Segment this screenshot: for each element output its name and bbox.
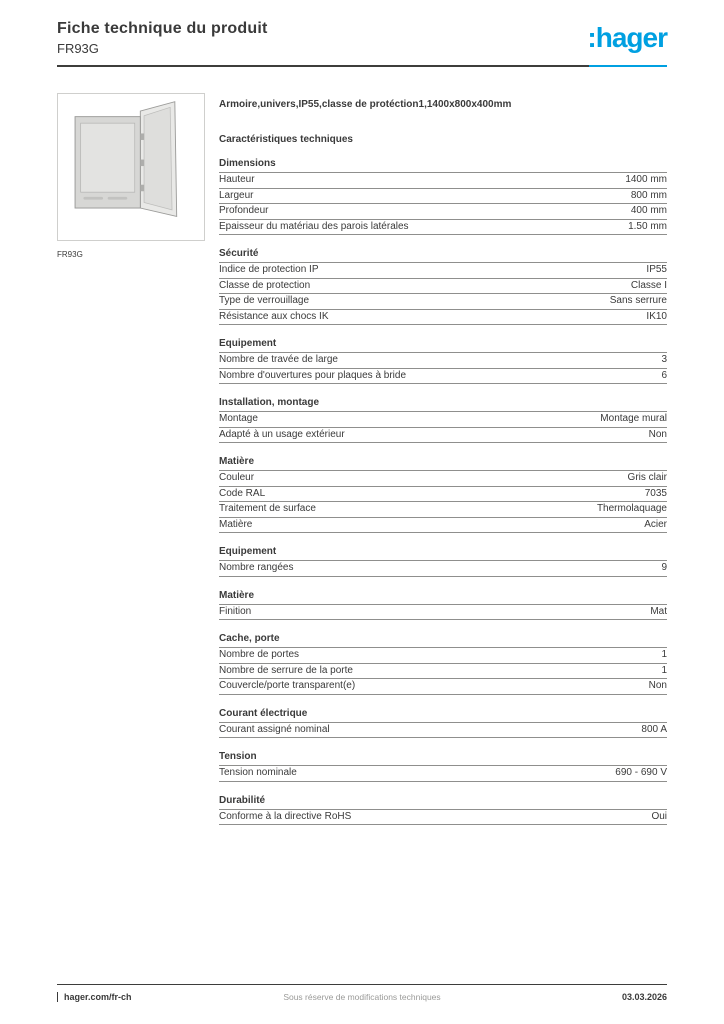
footer-date: 03.03.2026 (621, 992, 667, 1002)
product-image-caption: FR93G (57, 250, 83, 259)
section-title: Sécurité (219, 248, 667, 263)
spec-row (219, 428, 667, 444)
product-image-column (57, 93, 205, 259)
spec-value: 690 - 690 V (615, 767, 667, 778)
spec-row (219, 766, 667, 782)
section-title: Durabilité (219, 795, 667, 810)
section-title: Cache, porte (219, 633, 667, 648)
page-footer (57, 984, 667, 1002)
spec-row (219, 353, 667, 369)
spec-row (219, 664, 667, 680)
spec-label: Type de verrouillage (219, 295, 310, 306)
product-details-column (219, 93, 667, 825)
spec-label: Couleur (219, 472, 255, 483)
spec-value: 400 mm (630, 205, 667, 216)
spec-label: Largeur (219, 189, 254, 201)
footer-url-link[interactable]: hager.com/fr-ch (64, 992, 132, 1002)
spec-section (219, 397, 667, 443)
spec-label: Indice de protection IP (219, 264, 319, 275)
spec-value: 7035 (644, 487, 667, 499)
spec-label: Nombre rangées (219, 562, 294, 573)
footer-row (57, 992, 667, 1002)
spec-section (219, 708, 667, 739)
spec-value: Classe I (630, 279, 667, 291)
spec-label: Nombre de portes (219, 649, 300, 660)
spec-section (219, 338, 667, 384)
spec-value: Montage mural (600, 413, 667, 424)
spec-label: Nombre d'ouvertures pour plaques à bride (219, 369, 407, 381)
spec-section (219, 633, 667, 695)
spec-row (219, 412, 667, 428)
spec-row (219, 173, 667, 189)
spec-row (219, 294, 667, 310)
spec-row (219, 679, 667, 695)
spec-row (219, 189, 667, 205)
product-image (57, 93, 205, 241)
section-title: Matière (219, 456, 667, 471)
spec-label: Couvercle/porte transparent(e) (219, 680, 356, 691)
spec-value: 1.50 mm (628, 220, 667, 232)
enclosure-cabinet-icon (62, 98, 200, 236)
spec-row (219, 502, 667, 518)
spec-value: Gris clair (627, 472, 667, 483)
header-titles (57, 20, 268, 56)
spec-section (219, 795, 667, 826)
spec-row (219, 204, 667, 220)
spec-value: Sans serrure (609, 295, 667, 306)
spec-label: Traitement de surface (219, 503, 316, 514)
footer-separator-bar (57, 992, 58, 1002)
spec-section (219, 590, 667, 621)
product-reference: FR93G (57, 41, 99, 56)
spec-label: Matière (219, 518, 253, 530)
spec-row (219, 648, 667, 664)
spec-section (219, 546, 667, 577)
spec-value: Non (648, 428, 667, 440)
footer-left (57, 992, 223, 1002)
spec-value: 9 (661, 562, 667, 573)
product-description: Armoire,univers,IP55,classe de protéction1,1400x800x400mm (219, 99, 512, 110)
spec-value: Mat (650, 605, 667, 617)
spec-row (219, 279, 667, 295)
spec-value: 1 (661, 664, 667, 676)
spec-label: Profondeur (219, 205, 269, 216)
main-content (57, 93, 667, 825)
spec-section (219, 751, 667, 782)
spec-label: Code RAL (219, 487, 266, 499)
section-title: Equipement (219, 546, 667, 561)
footer-disclaimer: Sous réserve de modifications techniques (283, 992, 441, 1002)
section-title: Equipement (219, 338, 667, 353)
section-title: Courant électrique (219, 708, 667, 723)
header-divider (57, 65, 667, 67)
spec-value: Non (648, 680, 667, 691)
spec-value: Oui (651, 810, 667, 822)
spec-row (219, 310, 667, 326)
footer-divider (57, 984, 667, 985)
spec-label: Classe de protection (219, 279, 311, 291)
spec-row (219, 369, 667, 385)
spec-value: IP55 (646, 264, 667, 275)
characteristics-heading: Caractéristiques techniques (219, 134, 353, 145)
spec-row (219, 605, 667, 621)
spec-label: Tension nominale (219, 767, 297, 778)
spec-row (219, 518, 667, 534)
spec-label: Montage (219, 413, 258, 424)
spec-row (219, 263, 667, 279)
spec-value: Acier (644, 518, 667, 530)
spec-row (219, 810, 667, 826)
spec-row (219, 561, 667, 577)
spec-section (219, 158, 667, 235)
spec-row (219, 220, 667, 236)
section-title: Dimensions (219, 158, 667, 173)
spec-row (219, 471, 667, 487)
spec-section (219, 248, 667, 325)
spec-label: Epaisseur du matériau des parois latérales (219, 220, 409, 232)
section-title: Installation, montage (219, 397, 667, 412)
hager-logo: :hager (587, 22, 667, 53)
page-header (57, 20, 667, 56)
spec-label: Nombre de serrure de la porte (219, 664, 353, 676)
spec-value: 800 mm (630, 189, 667, 201)
section-title: Matière (219, 590, 667, 605)
spec-row (219, 723, 667, 739)
spec-label: Résistance aux chocs IK (219, 310, 329, 322)
spec-label: Nombre de travée de large (219, 354, 338, 365)
header-divider-dark-segment (57, 65, 589, 67)
spec-section (219, 456, 667, 533)
spec-value: 1400 mm (625, 174, 667, 185)
spec-sections (219, 158, 667, 825)
spec-value: Thermolaquage (596, 503, 667, 514)
spec-label: Conforme à la directive RoHS (219, 810, 352, 822)
spec-value: 6 (661, 369, 667, 381)
spec-label: Finition (219, 605, 252, 617)
page-title: Fiche technique du produit (57, 20, 268, 37)
header-divider-blue-segment (589, 65, 667, 67)
spec-label: Hauteur (219, 174, 255, 185)
spec-row (219, 487, 667, 503)
section-title: Tension (219, 751, 667, 766)
spec-label: Courant assigné nominal (219, 723, 330, 735)
spec-value: 1 (661, 649, 667, 660)
spec-label: Adapté à un usage extérieur (219, 428, 345, 440)
spec-value: IK10 (646, 310, 667, 322)
spec-value: 800 A (641, 723, 667, 735)
spec-value: 3 (661, 354, 667, 365)
